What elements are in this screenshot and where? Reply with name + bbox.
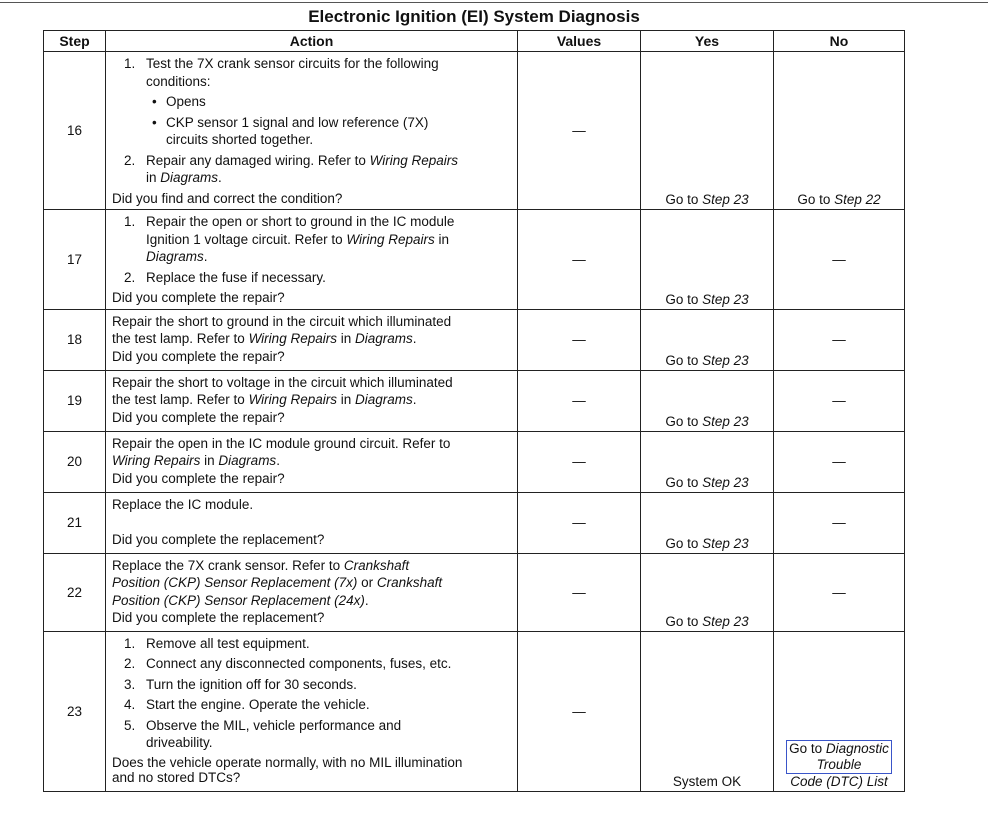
table-row: [44, 210, 905, 310]
table-row: [44, 553, 905, 631]
yes-step-link[interactable]: Step 23: [702, 613, 749, 629]
no-cell: Go to Diagnostic Trouble Code (DTC) List: [774, 631, 905, 791]
yes-cell: System OK: [641, 631, 774, 791]
yes-cell: Go to Step 23: [641, 492, 774, 553]
action-question: Did you complete the repair?: [112, 290, 285, 305]
action-item: 2. Replace the fuse if necessary.: [124, 269, 326, 285]
action-cell: [106, 631, 518, 791]
values-cell: —: [518, 631, 641, 791]
no-cell: —: [774, 431, 905, 492]
yes-cell: Go to Step 23: [641, 553, 774, 631]
action-item: 1. Remove all test equipment.: [124, 635, 310, 651]
step-number: 16: [44, 52, 106, 210]
header-values: Values: [518, 31, 641, 52]
table-row: [44, 309, 905, 370]
diagnosis-table: [43, 30, 905, 792]
action-cell: Repair the short to voltage in the circuit which illuminated the test lamp. Refer to Wiring Repairs in Diagrams. Did you complete the repair?: [106, 370, 518, 431]
step-number: 23: [44, 631, 106, 791]
no-cell: —: [774, 210, 905, 310]
table-row: [44, 431, 905, 492]
step-number: 19: [44, 370, 106, 431]
yes-cell: Go to Step 23: [641, 370, 774, 431]
action-question: Did you complete the replacement?: [112, 532, 325, 547]
action-question: Did you complete the repair?: [112, 470, 285, 486]
action-question: Does the vehicle operate normally, with no MIL illumination and no stored DTCs?: [112, 754, 463, 785]
header-no: No: [774, 31, 905, 52]
no-cell: —: [774, 309, 905, 370]
table-row: [44, 492, 905, 553]
values-cell: —: [518, 431, 641, 492]
yes-cell: Go to Step 23: [641, 431, 774, 492]
yes-step-link[interactable]: Step 23: [702, 352, 749, 368]
dtc-list-link[interactable]: Go to Diagnostic Trouble: [786, 740, 892, 774]
action-item: 1. Test the 7X crank sensor circuits for the following conditions:: [124, 56, 439, 89]
action-bullet: • CKP sensor 1 signal and low reference (7X) circuits shorted together.: [152, 114, 429, 147]
action-cell: [106, 210, 518, 310]
values-cell: —: [518, 492, 641, 553]
table-row: [44, 52, 905, 210]
header-action: Action: [106, 31, 518, 52]
step-number: 21: [44, 492, 106, 553]
yes-cell: Go to Step 23: [641, 210, 774, 310]
step-number: 18: [44, 309, 106, 370]
values-cell: —: [518, 553, 641, 631]
no-cell: —: [774, 492, 905, 553]
action-cell: Repair the open in the IC module ground circuit. Refer to Wiring Repairs in Diagrams. Did you complete the repair?: [106, 431, 518, 492]
action-question: Did you complete the replacement?: [112, 610, 325, 625]
action-cell: [106, 52, 518, 210]
action-question: Did you find and correct the condition?: [112, 190, 343, 206]
yes-cell: Go to Step 23: [641, 52, 774, 210]
page-title: Electronic Ignition (EI) System Diagnosis: [308, 7, 640, 26]
action-cell: Replace the 7X crank sensor. Refer to Crankshaft Position (CKP) Sensor Replacement (7x) or Crankshaft Position (CKP) Sensor Replacement (24x). Did you complete the replacement?: [106, 553, 518, 631]
yes-step-link[interactable]: Step 23: [702, 474, 749, 490]
wiring-repairs-ref: Wiring Repairs: [369, 152, 459, 168]
action-question: Did you complete the repair?: [112, 409, 285, 425]
step-number: 20: [44, 431, 106, 492]
table-header-row: [44, 31, 905, 52]
action-item: 4. Start the engine. Operate the vehicle.: [124, 697, 370, 712]
no-step-link[interactable]: Step 22: [834, 192, 881, 207]
table-row: [44, 370, 905, 431]
action-item: 3. Turn the ignition off for 30 seconds.: [124, 676, 357, 692]
no-cell: —: [774, 553, 905, 631]
diagrams-ref: Diagrams: [160, 170, 219, 185]
action-cell: Repair the short to ground in the circuit which illuminated the test lamp. Refer to Wiring Repairs in Diagrams. Did you complete the repair?: [106, 309, 518, 370]
header-yes: Yes: [641, 31, 774, 52]
action-question: Did you complete the repair?: [112, 348, 285, 364]
action-bullet: • Opens: [152, 94, 206, 109]
header-step: Step: [44, 31, 106, 52]
values-cell: —: [518, 309, 641, 370]
action-item: 1. Repair the open or short to ground in the IC module Ignition 1 voltage circuit. Refer to Wiring Repairs in Diagrams.: [124, 214, 455, 264]
yes-step-link[interactable]: Step 23: [702, 413, 749, 429]
no-cell: —: [774, 370, 905, 431]
yes-cell: Go to Step 23: [641, 309, 774, 370]
step-number: 17: [44, 210, 106, 310]
action-item: 5. Observe the MIL, vehicle performance and driveability.: [124, 717, 402, 750]
yes-step-link[interactable]: Step 23: [702, 291, 749, 307]
action-item: 2. Repair any damaged wiring. Refer to Wiring Repairs in Diagrams.: [124, 152, 459, 185]
action-item: 2. Connect any disconnected components, fuses, etc.: [124, 656, 452, 671]
values-cell: —: [518, 370, 641, 431]
no-cell: Go to Step 22: [774, 52, 905, 210]
table-row: [44, 631, 905, 791]
yes-step-link[interactable]: Step 23: [702, 192, 749, 207]
action-cell: Replace the IC module. Did you complete the replacement?: [106, 492, 518, 553]
top-rule: [0, 2, 988, 3]
values-cell: —: [518, 52, 641, 210]
step-number: 22: [44, 553, 106, 631]
yes-step-link[interactable]: Step 23: [702, 535, 749, 551]
values-cell: —: [518, 210, 641, 310]
